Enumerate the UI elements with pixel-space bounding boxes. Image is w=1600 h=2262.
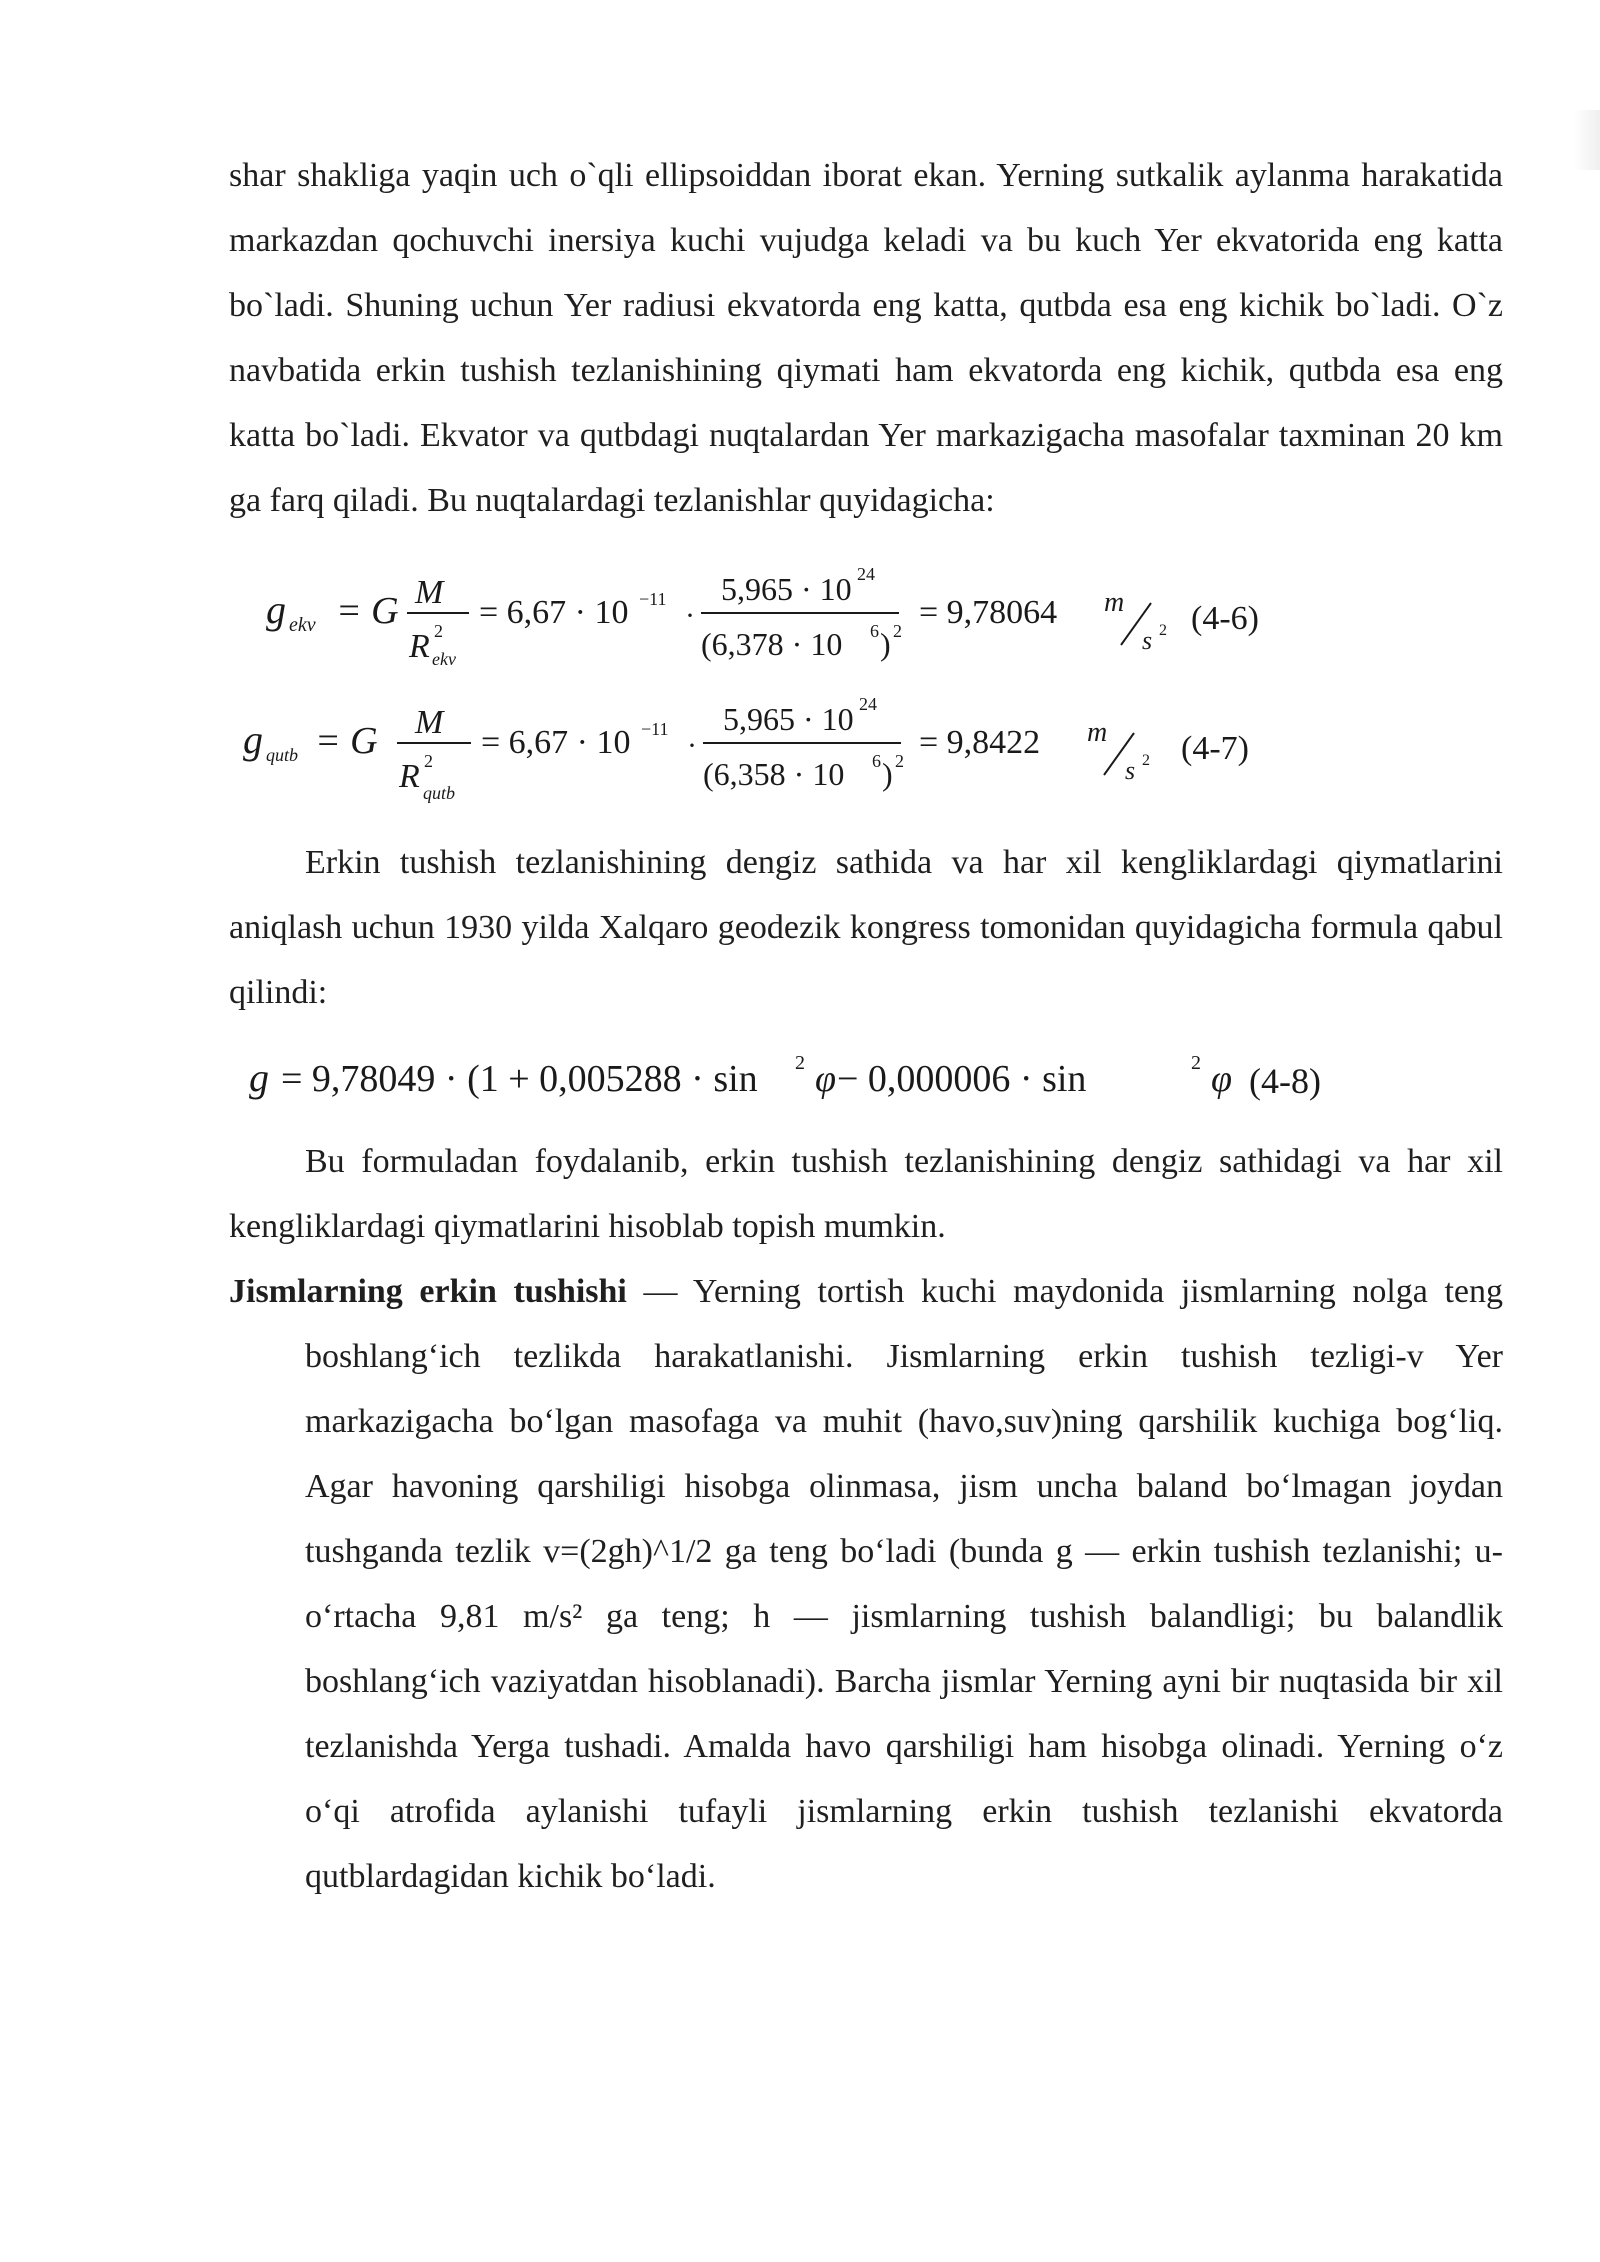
formula-4-6 bbox=[266, 564, 1259, 669]
page-edge-shadow bbox=[1574, 110, 1600, 170]
formula-block-4-6-4-7 bbox=[229, 533, 1503, 830]
f48-main: = 9,78049 · (1 + 0,005288 · sin bbox=[281, 1058, 758, 1100]
formula-4-7 bbox=[243, 694, 1249, 803]
formula-svg-gekv-gqutb bbox=[229, 533, 1503, 830]
f46-lhs: g bbox=[266, 587, 286, 632]
f47-frac1-num: M bbox=[415, 704, 444, 741]
formula-block-4-8 bbox=[229, 1025, 1503, 1129]
f47-result: = 9,8422 bbox=[919, 724, 1041, 761]
f47-unit-s: s bbox=[1125, 756, 1136, 785]
f47-exp1: −11 bbox=[641, 719, 669, 739]
f47-frac2-num: 5,965 · 10 bbox=[723, 701, 854, 737]
f48-g: g bbox=[249, 1055, 269, 1100]
f47-frac2-den-sq: 2 bbox=[895, 751, 904, 771]
formula-svg-international bbox=[229, 1025, 1503, 1129]
paragraph-formula-intro: Erkin tushish tezlanishining dengiz sathida va har xil kengliklardagi qiymatlarini aniqlash uchun 1930 yilda Xalqaro geodezik kongress tomonidan quyidagicha formula qabul qilindi: bbox=[229, 844, 1503, 1011]
f47-lhs-sub: qutb bbox=[266, 745, 299, 765]
f46-number: (4-6) bbox=[1191, 600, 1259, 637]
f46-frac2-den-exp: 6 bbox=[870, 621, 879, 641]
f47-frac2-num-exp: 24 bbox=[859, 694, 877, 714]
f47-eq2: = 6,67 · 10 bbox=[481, 724, 631, 761]
f46-frac2-den: (6,378 · 10 bbox=[701, 626, 843, 662]
f46-lhs-sub: ekv bbox=[289, 614, 316, 636]
f46-exp1: −11 bbox=[639, 589, 667, 609]
definition-free-fall bbox=[229, 1259, 1503, 1909]
f47-frac2-den-exp: 6 bbox=[872, 751, 881, 771]
document-page bbox=[229, 143, 1503, 1909]
f48-phi2: φ bbox=[1211, 1058, 1233, 1100]
f47-frac1-den-sup: 2 bbox=[424, 751, 433, 771]
f48-phi1: φ bbox=[815, 1058, 837, 1100]
f47-unit-sq: 2 bbox=[1142, 752, 1150, 769]
f46-unit-sq: 2 bbox=[1159, 622, 1167, 639]
f47-unit-m: m bbox=[1087, 717, 1108, 748]
f46-eq2: = 6,67 · 10 bbox=[479, 594, 629, 631]
f46-result: = 9,78064 bbox=[919, 594, 1058, 631]
formula-4-8 bbox=[249, 1052, 1321, 1101]
f47-frac2-den: (6,358 · 10 bbox=[703, 756, 845, 792]
f46-frac2-num: 5,965 · 10 bbox=[721, 571, 852, 607]
f46-frac2-den-close: ) bbox=[880, 626, 891, 662]
f46-frac2-num-exp: 24 bbox=[857, 564, 875, 584]
f47-dot: · bbox=[687, 729, 697, 762]
f46-frac1-den: R bbox=[409, 628, 430, 665]
f47-number: (4-7) bbox=[1181, 730, 1249, 767]
f47-frac1-den-sub: qutb bbox=[423, 783, 456, 803]
f46-unit-s: s bbox=[1142, 626, 1153, 655]
f46-eq1: = G bbox=[336, 590, 399, 632]
paragraph-formula-usage: Bu formuladan foydalanib, erkin tushish tezlanishining dengiz sathidagi va har xil kengliklardagi qiymatlarini hisoblab topish mumkin. bbox=[229, 1143, 1503, 1245]
f48-number: (4-8) bbox=[1249, 1061, 1321, 1101]
f47-lhs: g bbox=[243, 717, 263, 762]
f46-frac1-den-sub: ekv bbox=[432, 649, 456, 669]
f46-dot: · bbox=[685, 599, 695, 632]
f46-frac2-den-sq: 2 bbox=[893, 621, 902, 641]
f47-eq1: = G bbox=[315, 720, 378, 762]
f47-frac1-den: R bbox=[399, 758, 420, 795]
definition-body: — Yerning tortish kuchi maydonida jismlarning nolga teng boshlang‘ich tezlikda harakatlanishi. Jismlarning erkin tushish tezligi-v Yer markazigacha bo‘lgan masofaga va muhit (havo,suv)ning qarshilik kuchiga bog‘liq. Agar havoning qarshiligi hisobga olinmasa, jism uncha baland bo‘lmagan joydan tushganda tezlik v=(2gh)^1/2 ga teng bo‘ladi (bunda g — erkin tushish tezlanishi; u-o‘rtacha 9,81 m/s² ga teng; h — jismlarning tushish balandligi; bu balandlik boshlang‘ich vaziyatdan hisoblanadi). Barcha jismlar Yerning ayni bir nuqtasida bir xil tezlanishda Yerga tushadi. Amalda havo qarshiligi ham hisobga olinadi. Yerning o‘z o‘qi atrofida aylanishi tufayli jismlarning erkin tushish tezlanishi ekvatorda qutblardagidan kichik bo‘ladi. bbox=[305, 1273, 1504, 1895]
definition-term: Jismlarning erkin tushishi bbox=[229, 1273, 627, 1310]
f48-sq1: 2 bbox=[795, 1052, 805, 1074]
f46-unit-m: m bbox=[1104, 587, 1125, 618]
f47-frac2-den-close: ) bbox=[882, 756, 893, 792]
f48-sq2: 2 bbox=[1191, 1052, 1201, 1074]
f46-frac1-den-sup: 2 bbox=[434, 621, 443, 641]
paragraph-intro: shar shakliga yaqin uch o`qli ellipsoiddan iborat ekan. Yerning sutkalik aylanma harakatida markazdan qochuvchi inersiya kuchi vujudga keladi va bu kuch Yer ekvatorida eng katta bo`ladi. Shuning uchun Yer radiusi ekvatorda eng katta, qutbda esa eng kichik bo`ladi. O`z navbatida erkin tushish tezlanishining qiymati ham ekvatorda eng kichik, qutbda esa eng katta bo`ladi. Ekvator va qutbdagi nuqtalardan Yer markazigacha masofalar taxminan 20 km ga farq qiladi. Bu nuqtalardagi tezlanishlar quyidagicha: bbox=[229, 157, 1503, 519]
f48-mid: − 0,000006 · sin bbox=[837, 1058, 1087, 1100]
f46-frac1-num: M bbox=[415, 574, 444, 611]
